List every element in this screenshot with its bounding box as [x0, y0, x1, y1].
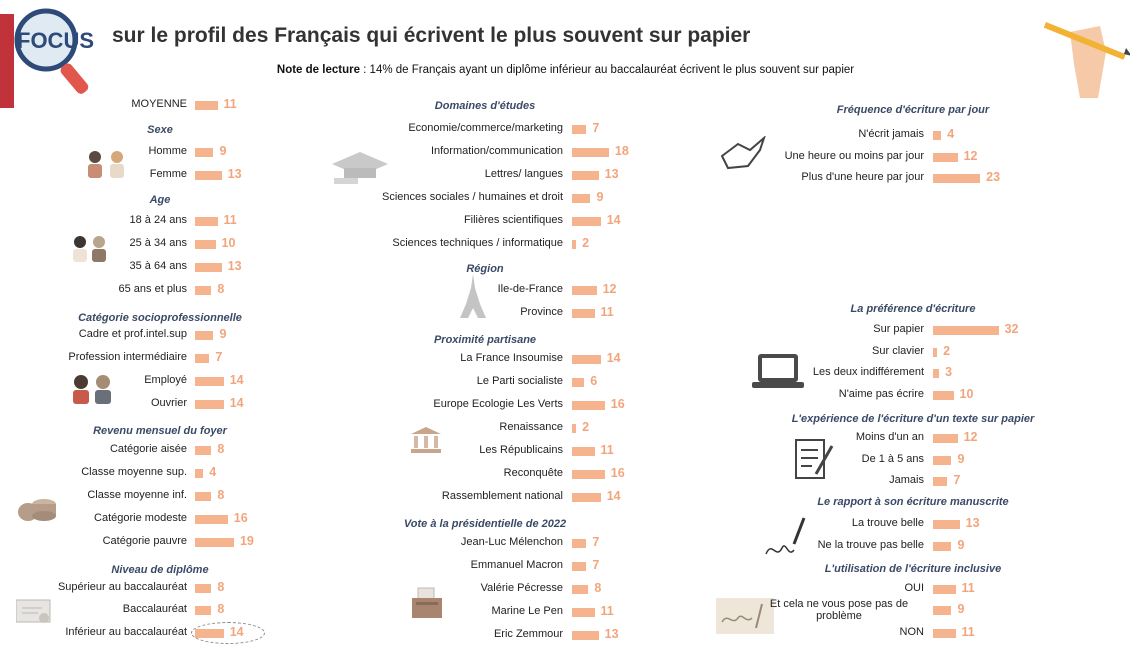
bar-label: Filières scientifiques [463, 214, 563, 226]
bar [572, 171, 599, 180]
bar [195, 446, 211, 455]
bar-label: Plus d'une heure par jour [801, 171, 924, 183]
bar-value: 12 [963, 430, 978, 444]
bar-label: Les deux indifférement [812, 366, 924, 378]
bar-label: Ouvrier [150, 397, 187, 409]
section-title: L'utilisation de l'écriture inclusive [824, 563, 1002, 575]
bar [572, 125, 586, 134]
bar-value: 7 [592, 558, 600, 572]
bar-label: 18 à 24 ans [129, 214, 187, 226]
section-title: Région [466, 263, 504, 275]
bar-value: 8 [217, 442, 225, 456]
section-title: Niveau de diplôme [111, 564, 209, 576]
bar-value: 16 [610, 466, 625, 480]
bar-value: 2 [582, 236, 590, 250]
bar [933, 629, 956, 638]
bar [933, 326, 999, 335]
bar-value: 7 [215, 350, 223, 364]
bar-label: Renaissance [499, 421, 563, 433]
bar-label: 35 à 64 ans [129, 260, 187, 272]
bar [933, 131, 941, 140]
bar [933, 369, 939, 378]
bar [572, 539, 586, 548]
bar-value: 4 [947, 127, 955, 141]
bar-value: 8 [217, 488, 225, 502]
section-title: Domaines d'études [434, 100, 536, 112]
bar [195, 492, 211, 501]
bar-label: Lettres/ langues [484, 168, 563, 180]
bar-label: Cadre et prof.intel.sup [78, 328, 187, 340]
bar-label: Une heure ou moins par jour [784, 150, 924, 162]
bar-value: 14 [606, 213, 621, 227]
reading-note-text: : 14% de Français ayant un diplôme inférieur au baccalauréat écrivent le plus souvent sur papier [359, 64, 855, 76]
bar-value: 14 [606, 489, 621, 503]
bar-value: 16 [233, 511, 248, 525]
bar-label: Province [520, 306, 563, 318]
bar-value: 9 [957, 538, 965, 552]
bar-label: Marine Le Pen [491, 605, 563, 617]
bar [195, 469, 203, 478]
bar [195, 606, 211, 615]
bar-label: Et cela ne vous pose pas de problème [769, 598, 909, 622]
bar-value: 13 [227, 167, 242, 181]
bar [195, 584, 211, 593]
bar-value: 9 [596, 190, 604, 204]
bar-label: Ne la trouve pas belle [817, 539, 924, 551]
section-title: Vote à la présidentielle de 2022 [403, 518, 567, 530]
bar [933, 153, 958, 162]
bar [195, 331, 213, 340]
bar-value: 11 [223, 213, 237, 227]
bar-label: Supérieur au baccalauréat [57, 581, 187, 593]
bar-label: Rassemblement national [441, 490, 563, 502]
bar-label: Le Parti socialiste [476, 375, 563, 387]
bar-label: Europe Ecologie Les Verts [433, 398, 563, 410]
bar-label: Economie/commerce/marketing [408, 122, 563, 134]
bar-value: 2 [582, 420, 590, 434]
bar-label: Sciences techniques / informatique [392, 237, 563, 249]
bar-label: Sur clavier [872, 345, 924, 357]
bar-label: Employé [144, 374, 187, 386]
bar-label: Catégorie pauvre [102, 535, 187, 547]
bar [933, 391, 954, 400]
bar-value: 11 [600, 305, 614, 319]
bar-value: 13 [227, 259, 242, 273]
bar-label: Ile-de-France [497, 283, 563, 295]
page-title: sur le profil des Français qui écrivent le plus souvent sur papier [112, 24, 751, 47]
bar [572, 148, 609, 157]
bar [572, 355, 601, 364]
bar-value: 9 [957, 602, 965, 616]
bar-label: Emmanuel Macron [470, 559, 563, 571]
bar-label: Inférieur au baccalauréat [65, 626, 187, 638]
bar [572, 447, 595, 456]
bar [572, 309, 595, 318]
bar-value: 7 [592, 121, 600, 135]
bar-label: Femme [149, 168, 187, 180]
bar-label: Valérie Pécresse [480, 582, 563, 594]
bar-value: 11 [223, 97, 237, 111]
bar-value: 18 [614, 144, 629, 158]
bar-value: 14 [229, 625, 244, 639]
section-title: Sexe [147, 124, 173, 136]
bar [195, 286, 211, 295]
section-title: Le rapport à son écriture manuscrite [817, 496, 1009, 508]
section-title: Age [149, 194, 171, 206]
bar-label: La trouve belle [851, 517, 924, 529]
section-title: Revenu mensuel du foyer [93, 425, 227, 437]
bar-label: Eric Zemmour [493, 628, 563, 640]
bar-label: Les Républicains [479, 444, 563, 456]
bar-label: Reconquête [503, 467, 563, 479]
bar-value: 23 [986, 170, 1001, 184]
bar-value: 13 [604, 167, 619, 181]
bar-label: Sciences sociales / humaines et droit [382, 191, 563, 203]
bar [572, 493, 601, 502]
bar [933, 348, 937, 357]
section-title: Catégorie socioprofessionnelle [78, 312, 242, 324]
bar [572, 378, 584, 387]
bar [933, 542, 951, 551]
bar-label: OUI [904, 582, 924, 594]
bar [933, 434, 958, 443]
bar [572, 631, 599, 640]
bar-value: 19 [239, 534, 254, 548]
bar [933, 174, 980, 183]
bar [195, 101, 218, 110]
bar-value: 14 [606, 351, 621, 365]
bar [572, 424, 576, 433]
bar-value: 32 [1004, 322, 1019, 336]
bar [933, 477, 947, 486]
bar-value: 13 [604, 627, 619, 641]
bar [195, 354, 209, 363]
bar-label: 25 à 34 ans [129, 237, 187, 249]
bar-label: Jean-Luc Mélenchon [460, 536, 563, 548]
bar-label: Classe moyenne sup. [81, 466, 187, 478]
bar-label: Catégorie modeste [94, 512, 187, 524]
bar [572, 585, 588, 594]
bar-label: N'aime pas écrire [838, 388, 924, 400]
bar-label: Baccalauréat [122, 603, 187, 615]
bar [933, 520, 960, 529]
bar-value: 8 [594, 581, 602, 595]
bar-value: 3 [945, 365, 953, 379]
bar [933, 606, 951, 615]
bar-value: 10 [959, 387, 974, 401]
bar [572, 470, 605, 479]
bar-value: 10 [221, 236, 236, 250]
bar [195, 171, 222, 180]
bar-value: 8 [217, 580, 225, 594]
bar-value: 14 [229, 373, 244, 387]
bar-value: 9 [219, 327, 227, 341]
bar-value: 9 [219, 144, 227, 158]
bar-value: 16 [610, 397, 625, 411]
section-title: La préférence d'écriture [850, 303, 976, 315]
bar [195, 148, 213, 157]
bar [572, 401, 605, 410]
section-title: L'expérience de l'écriture d'un texte sur papier [791, 413, 1035, 425]
bar-label: La France Insoumise [460, 352, 563, 364]
bar-value: 11 [961, 625, 975, 639]
bar-value: 12 [963, 149, 978, 163]
bar [572, 240, 576, 249]
bar [195, 400, 224, 409]
bar-label: MOYENNE [131, 98, 187, 110]
bar-value: 6 [590, 374, 598, 388]
bar-label: Sur papier [873, 323, 924, 335]
bar-label: 65 ans et plus [118, 283, 187, 295]
bar-value: 11 [600, 443, 614, 457]
bar-label: Homme [148, 145, 187, 157]
bar [195, 217, 218, 226]
bar-value: 2 [943, 344, 951, 358]
bar-value: 7 [592, 535, 600, 549]
bar-value: 8 [217, 282, 225, 296]
bar-value: 8 [217, 602, 225, 616]
bar [572, 286, 597, 295]
bar-value: 4 [209, 465, 217, 479]
bar-label: NON [899, 626, 924, 638]
bar-label: Jamais [889, 474, 924, 486]
bar-label: Classe moyenne inf. [87, 489, 187, 501]
bar-value: 13 [965, 516, 980, 530]
bar [933, 585, 956, 594]
bar-value: 14 [229, 396, 244, 410]
bar-label: N'écrit jamais [858, 128, 924, 140]
bar [195, 515, 228, 524]
highlight-ellipse [191, 622, 265, 644]
bar-label: Moins d'un an [855, 431, 924, 443]
bar [572, 608, 595, 617]
bar [195, 263, 222, 272]
bar-value: 7 [953, 473, 961, 487]
focus-logo-text: FOCUS [17, 28, 94, 53]
bar-value: 12 [602, 282, 617, 296]
bar [933, 456, 951, 465]
section-title: Fréquence d'écriture par jour [836, 104, 990, 116]
bar-label: De 1 à 5 ans [861, 453, 924, 465]
bar-value: 9 [957, 452, 965, 466]
bar-value: 11 [600, 604, 614, 618]
section-title: Proximité partisane [433, 334, 537, 346]
bar [195, 377, 224, 386]
bar-label: Catégorie aisée [109, 443, 187, 455]
bar [195, 538, 234, 547]
bar [572, 562, 586, 571]
reading-note-label: Note de lecture [276, 64, 360, 76]
bar-label: Profession intermédiaire [68, 351, 187, 363]
bar [572, 217, 601, 226]
bar-value: 11 [961, 581, 975, 595]
bar-label: Information/communication [430, 145, 563, 157]
bar [572, 194, 590, 203]
bar [195, 240, 216, 249]
